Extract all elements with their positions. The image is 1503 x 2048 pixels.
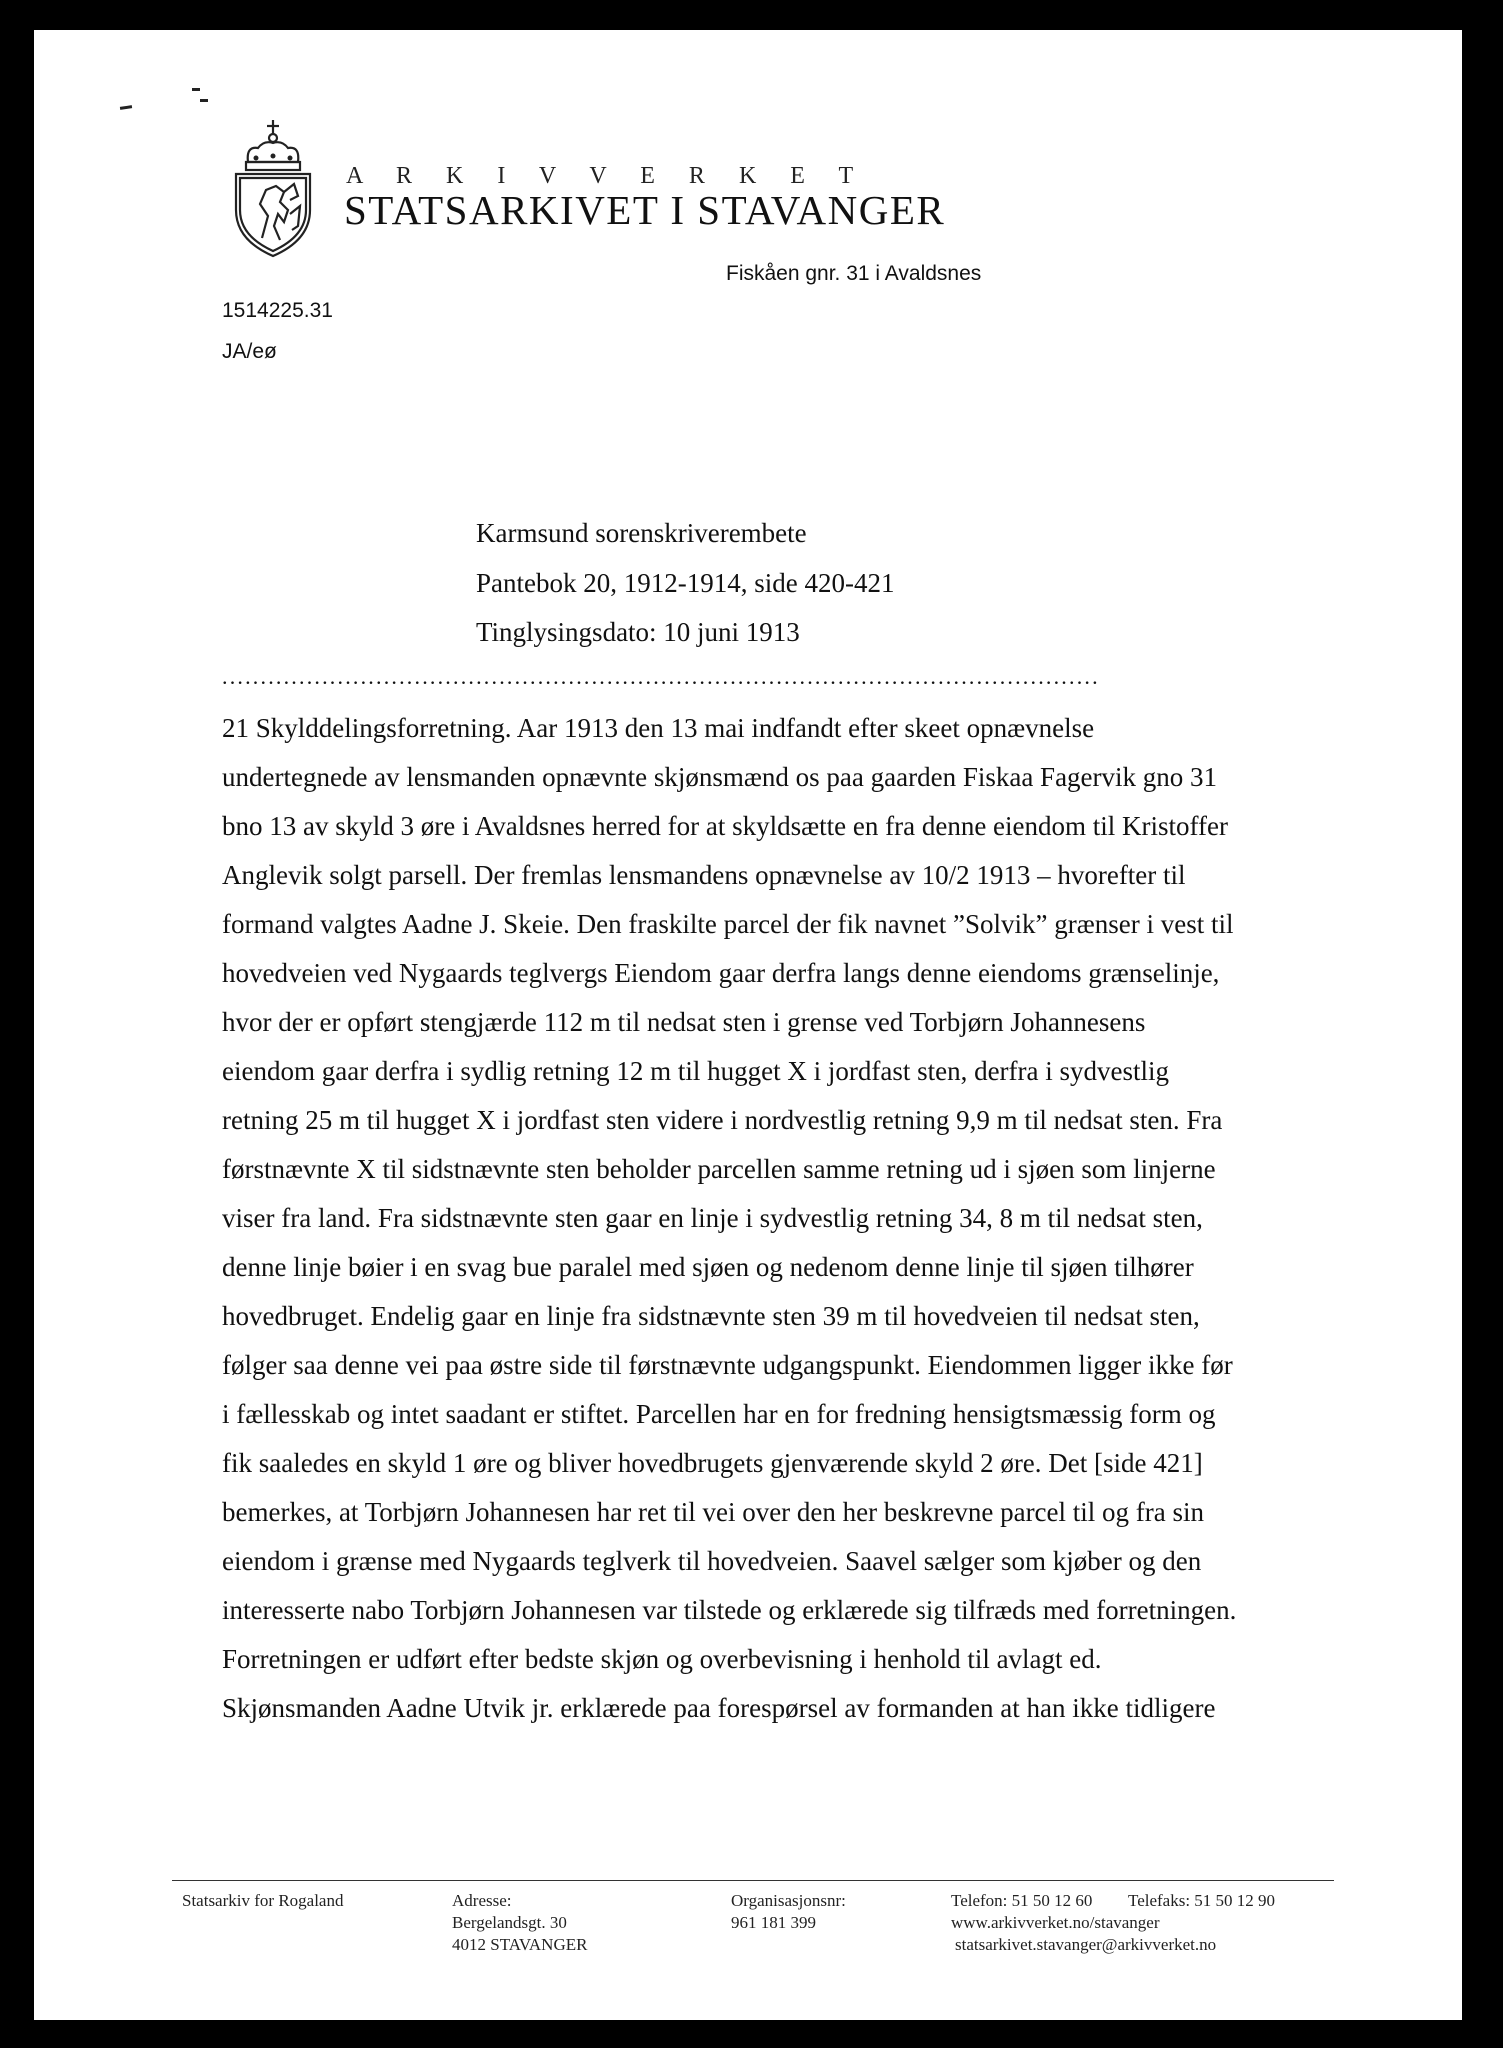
- body-line: 21 Skylddelingsforretning. Aar 1913 den 13 mai indfandt efter skeet opnævnelse: [222, 713, 1095, 743]
- dotted-separator: ..................................................................................................................: [222, 664, 1100, 689]
- body-line: hovedveien ved Nygaards teglvergs Eiendom gaar derfra langs denne eiendoms grænselinje,: [222, 958, 1220, 988]
- footer-org-number: 961 181 399: [731, 1913, 816, 1932]
- scan-mark: [200, 99, 208, 102]
- body-line: bemerkes, at Torbjørn Johannesen har ret til vei over den her beskrevne parcel til og fra sin: [222, 1497, 1205, 1527]
- body-line: førstnævnte X til sidstnævnte sten beholder parcellen samme retning ud i sjøen som linjerne: [222, 1154, 1216, 1184]
- body-line: i fællesskab og intet saadant er stiftet. Parcellen har en for fredning hensigtsmæssig form og: [222, 1399, 1216, 1429]
- footer-address-city: 4012 STAVANGER: [452, 1935, 588, 1954]
- reference-number: 1514225.31: [222, 299, 333, 322]
- body-line: undertegnede av lensmanden opnævnte skjønsmænd os paa gaarden Fiskaa Fagervik gno 31: [222, 762, 1218, 792]
- footer-website-link[interactable]: www.arkivverket.no/stavanger: [951, 1913, 1160, 1932]
- body-line: hovedbruget. Endelig gaar en linje fra sidstnævnte sten 39 m til hovedveien til nedsat sten,: [222, 1301, 1200, 1331]
- org-name-arkivverket: A R K I V V E R K E T: [346, 163, 868, 189]
- body-line: Anglevik solgt parsell. Der fremlas lensmandens opnævnelse av 10/2 1913 – hvorefter til: [222, 860, 1186, 890]
- body-line: Skjønsmanden Aadne Utvik jr. erklærede paa forespørsel av formanden at han ikke tidligere: [222, 1693, 1216, 1723]
- scan-mark: [192, 88, 200, 91]
- registration-date: Tinglysingsdato: 10 juni 1913: [476, 617, 800, 647]
- document-subject: Fiskåen gnr. 31 i Avaldsnes: [726, 262, 982, 285]
- footer-institution: Statsarkiv for Rogaland: [182, 1891, 344, 1910]
- body-line: eiendom gaar derfra i sydlig retning 12 m til hugget X i jordfast sten, derfra i sydvestlig: [222, 1056, 1170, 1086]
- body-line: hvor der er opført stengjærde 112 m til nedsat sten i grense ved Torbjørn Johannesens: [222, 1007, 1146, 1037]
- body-line: bno 13 av skyld 3 øre i Avaldsnes herred for at skyldsætte en fra denne eiendom til Kristoffer: [222, 811, 1229, 841]
- source-book: Pantebok 20, 1912-1914, side 420-421: [476, 568, 895, 598]
- footer-phone: Telefon: 51 50 12 60: [951, 1891, 1093, 1910]
- reference-initials: JA/eø: [222, 340, 277, 363]
- body-line: fik saaledes en skyld 1 øre og bliver hovedbrugets gjenværende skyld 2 øre. Det [side 421]: [222, 1448, 1203, 1478]
- body-line: formand valgtes Aadne J. Skeie. Den fraskilte parcel der fik navnet ”Solvik” grænser i vest til: [222, 909, 1234, 939]
- body-line: retning 25 m til hugget X i jordfast sten videre i nordvestlig retning 9,9 m til nedsat sten. Fra: [222, 1105, 1223, 1135]
- footer-email-link[interactable]: statsarkivet.stavanger@arkivverket.no: [955, 1935, 1217, 1954]
- footer-divider: [172, 1880, 1334, 1881]
- body-line: eiendom i grænse med Nygaards teglverk til hovedveien. Saavel sælger som kjøber og den: [222, 1546, 1202, 1576]
- coat-of-arms-icon: [228, 118, 318, 258]
- footer-address-label: Adresse:: [452, 1891, 512, 1910]
- footer-address-street: Bergelandsgt. 30: [452, 1913, 567, 1932]
- org-name-statsarkivet: STATSARKIVET I STAVANGER: [344, 187, 946, 233]
- body-line: Forretningen er udført efter bedste skjøn og overbevisning i henhold til avlagt ed.: [222, 1644, 1102, 1674]
- body-line: viser fra land. Fra sidstnævnte sten gaar en linje i sydvestlig retning 34, 8 m til nedsat sten,: [222, 1203, 1203, 1233]
- body-line: interesserte nabo Torbjørn Johannesen var tilstede og erklærede sig tilfræds med forretningen.: [222, 1595, 1237, 1625]
- source-office: Karmsund sorenskriverembete: [476, 518, 807, 548]
- body-line: denne linje bøier i en svag bue paralel med sjøen og nedenom denne linje til sjøen tilhører: [222, 1252, 1194, 1282]
- footer-fax: Telefaks: 51 50 12 90: [1128, 1891, 1276, 1910]
- footer-org-label: Organisasjonsnr:: [731, 1891, 846, 1910]
- body-line: følger saa denne vei paa østre side til førstnævnte udgangspunkt. Eiendommen ligger ikke før: [222, 1350, 1233, 1380]
